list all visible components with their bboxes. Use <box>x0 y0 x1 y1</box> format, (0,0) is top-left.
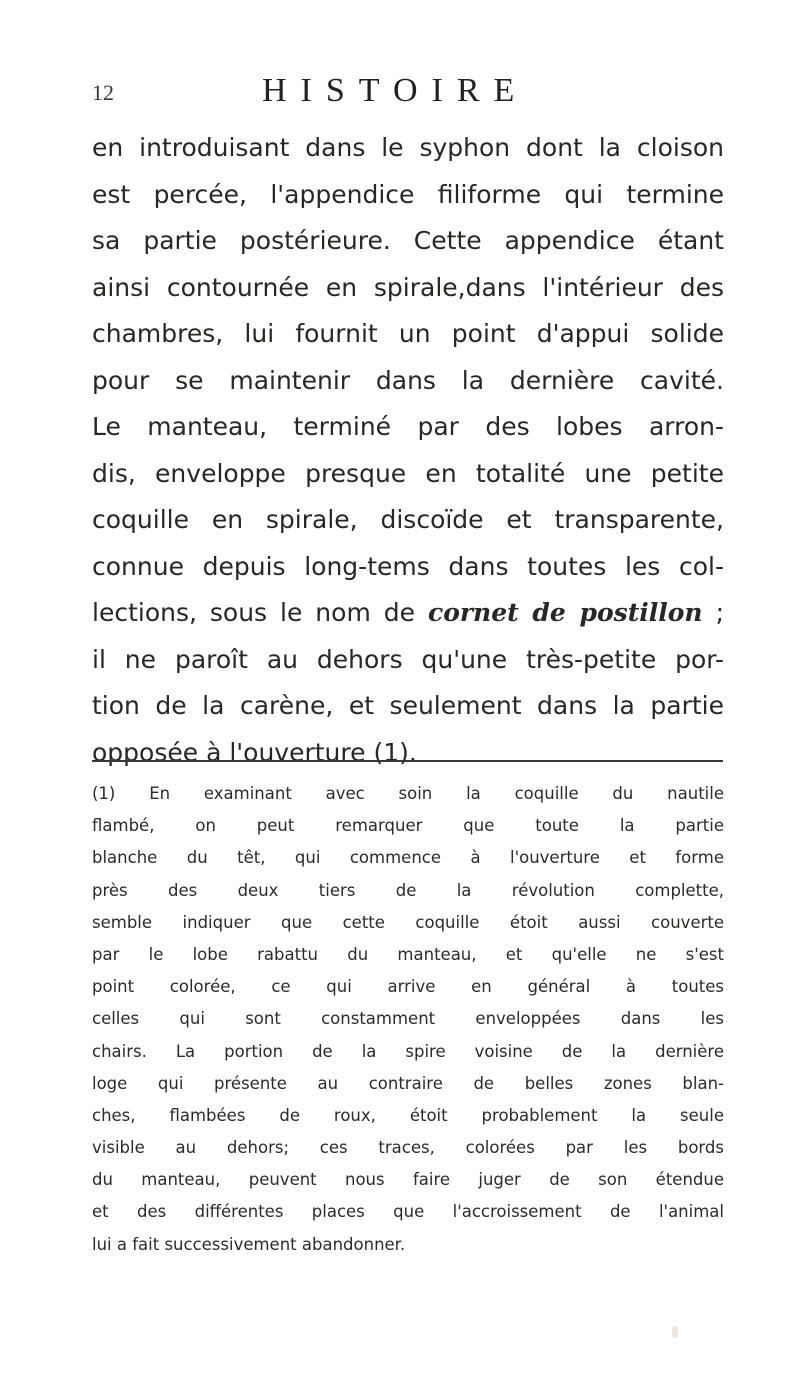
italic-term: cornet de postillon <box>427 598 703 627</box>
body-line-with-italic <box>92 590 724 637</box>
footnote-line: point colorée, ce qui arrive en général à toutes <box>92 977 724 997</box>
body-line: connue depuis long-tems dans toutes les col- <box>92 551 724 581</box>
footnote-line: flambé, on peut remarquer que toute la partie <box>92 816 724 836</box>
footnote-line: loge qui présente au contraire de belles zones blan- <box>92 1073 724 1093</box>
paper-stain <box>672 1326 678 1338</box>
footnote-line: par le lobe rabattu du manteau, et qu'elle ne s'est <box>92 944 724 964</box>
body-line: sa partie postérieure. Cette appendice étant <box>92 226 724 255</box>
body-line: est percée, l'appendice filiforme qui termine <box>92 179 724 209</box>
footnote-line: semble indiquer que cette coquille étoit aussi couverte <box>92 912 724 932</box>
page-number: 12 <box>92 80 114 105</box>
page-header <box>92 72 712 112</box>
body-line: dis, enveloppe presque en totalité une petite <box>92 458 724 488</box>
body-text-segment: ; <box>702 598 724 627</box>
body-line: il ne paroît au dehors qu'une très-petite por- <box>92 644 724 674</box>
footnote-line: chairs. La portion de la spire voisine de la dernière <box>92 1041 724 1061</box>
body-line: tion de la carène, et seulement dans la partie <box>92 691 724 720</box>
footnote-line: visible au dehors; ces traces, colorées par les bords <box>92 1138 724 1158</box>
footnote <box>92 778 724 1261</box>
body-paragraph <box>92 125 724 776</box>
footnote-line: et des différentes places que l'accroissement de l'animal <box>92 1202 724 1222</box>
body-line: coquille en spirale, discoïde et transparente, <box>92 505 724 534</box>
footnote-line: celles qui sont constamment enveloppées dans les <box>92 1009 724 1029</box>
footnote-line: blanche du têt, qui commence à l'ouverture et forme <box>92 848 724 868</box>
body-line: en introduisant dans le syphon dont la cloison <box>92 133 724 162</box>
body-line: chambres, lui fournit un point d'appui solide <box>92 319 724 348</box>
footnote-line: (1) En examinant avec soin la coquille du nautile <box>92 784 724 803</box>
body-line: pour se maintenir dans la dernière cavité. <box>92 365 724 395</box>
footnote-line: près des deux tiers de la révolution complette, <box>92 880 724 900</box>
running-title: HISTOIRE <box>262 72 529 109</box>
footnote-line: ches, flambées de roux, étoit probablement la seule <box>92 1105 724 1125</box>
footnote-separator <box>92 760 723 762</box>
body-line: opposée à l'ouverture (1). <box>92 737 417 767</box>
body-text-segment: lections, sous le nom de <box>92 598 428 627</box>
footnote-line: du manteau, peuvent nous faire juger de son étendue <box>92 1170 724 1190</box>
body-line: ainsi contournée en spirale,dans l'intérieur des <box>92 272 724 302</box>
body-line: Le manteau, terminé par des lobes arron- <box>92 412 724 441</box>
footnote-line: lui a fait successivement abandonner. <box>92 1234 406 1254</box>
